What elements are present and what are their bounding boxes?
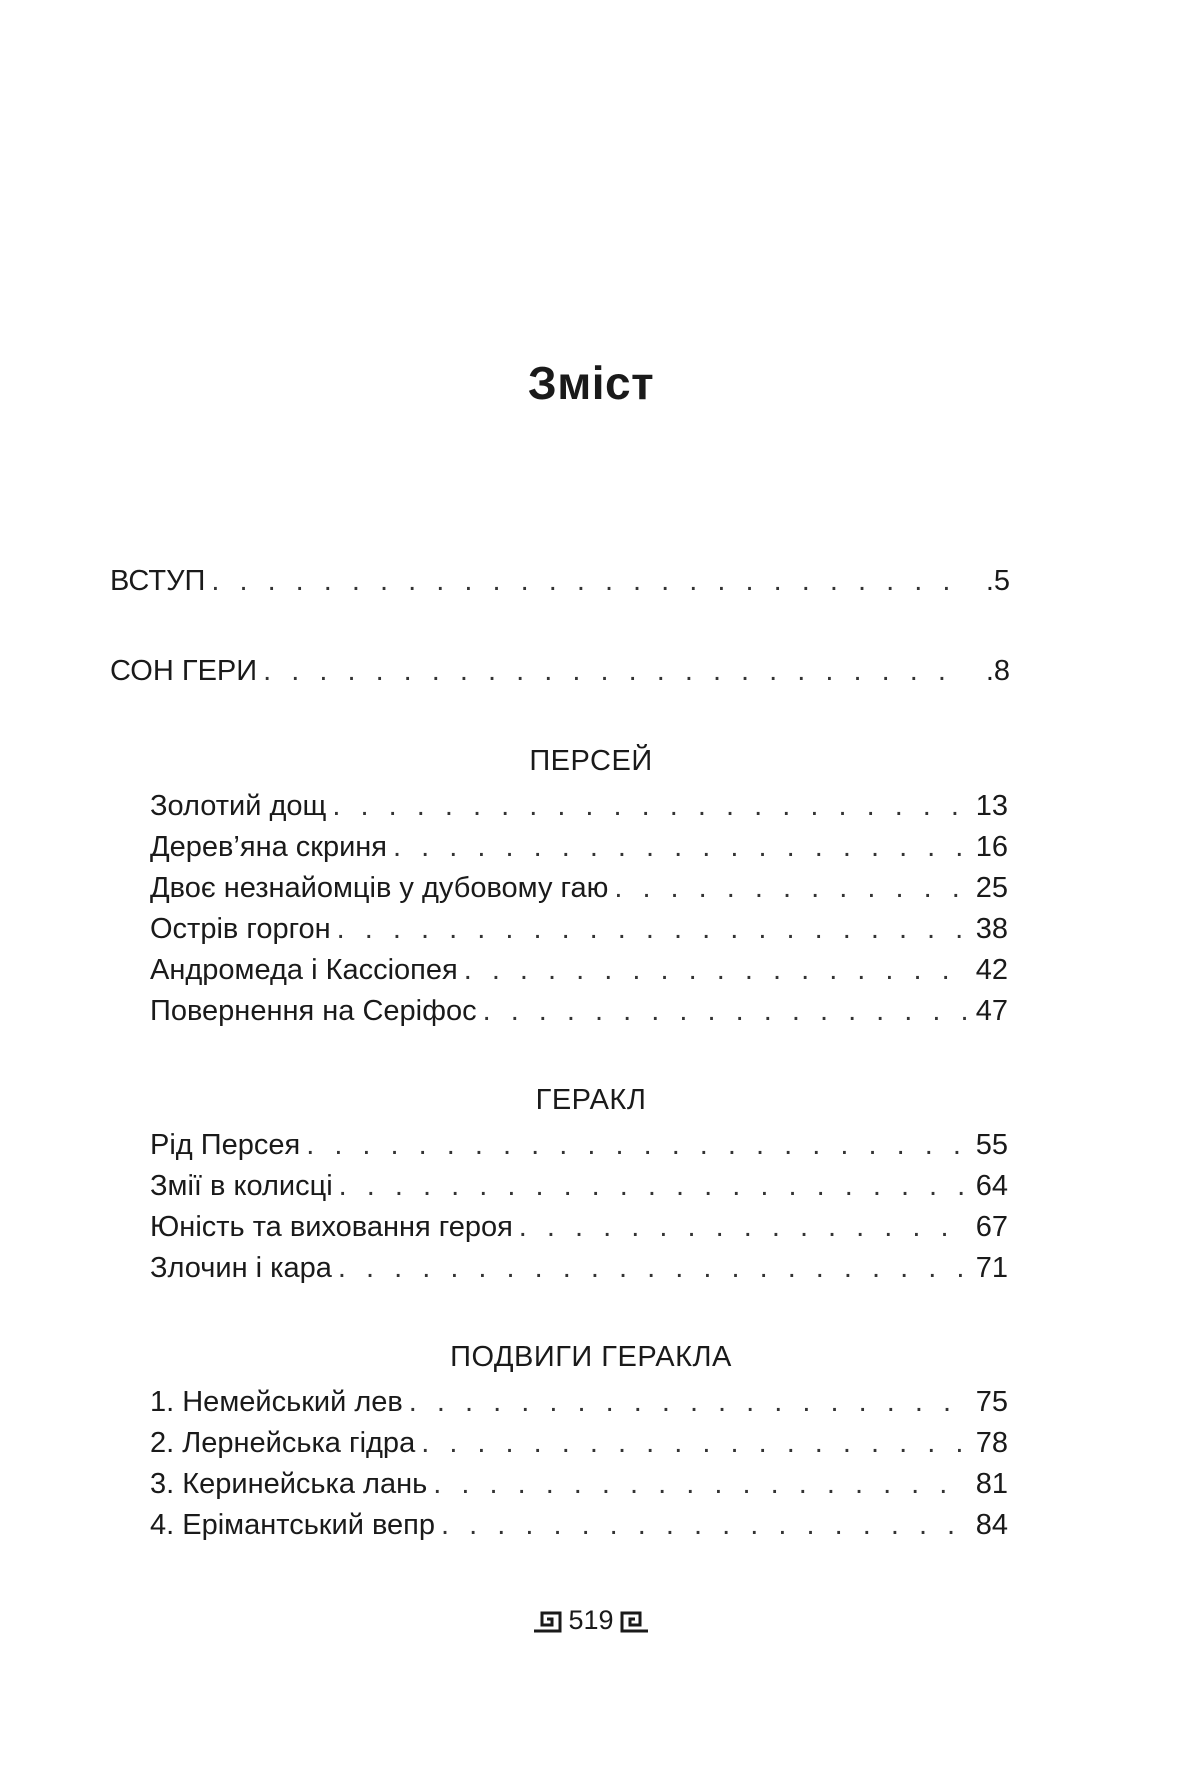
toc-entry[interactable] [150, 870, 1008, 906]
toc-entry-page: 71 [975, 1252, 1008, 1284]
dot-leader [464, 952, 966, 988]
dot-leader [337, 911, 966, 947]
dot-leader [409, 1384, 966, 1420]
toc-entry-page: 47 [975, 995, 1008, 1027]
toc-entry-title: 3. Керинейська лань [150, 1468, 428, 1500]
dot-leader [306, 1127, 966, 1163]
dot-leader [211, 563, 968, 599]
dot-leader [483, 993, 966, 1029]
dot-leader [614, 870, 966, 906]
toc-entry[interactable] [150, 1507, 1008, 1543]
toc-entry-page: .5 [985, 565, 1010, 597]
toc-entry-intro[interactable] [110, 563, 1010, 599]
toc-entry-title: Юність та виховання героя [150, 1211, 513, 1243]
toc-entry-title: 2. Лернейська гідра [150, 1427, 416, 1459]
toc-entry[interactable] [150, 1384, 1008, 1420]
toc-entry[interactable] [150, 1127, 1008, 1163]
toc-entry[interactable] [150, 911, 1008, 947]
toc-entry-title: Двоє незнайомців у дубовому гаю [150, 872, 609, 904]
toc-entry-page: 25 [975, 872, 1008, 904]
toc-entry-page: 16 [975, 831, 1008, 863]
section-heading-perseus: ПЕРСЕЙ [529, 745, 653, 777]
toc-entry-page: 55 [975, 1129, 1008, 1161]
toc-entry-title: 4. Ерімантський вепр [150, 1509, 435, 1541]
toc-entry[interactable] [150, 829, 1008, 865]
toc-entry-title: Злочин і кара [150, 1252, 332, 1284]
toc-entry-title: Острів горгон [150, 913, 331, 945]
toc-entry[interactable] [150, 1209, 1008, 1245]
toc-entry-page: 64 [975, 1170, 1008, 1202]
toc-entry-title: Золотий дощ [150, 790, 327, 822]
toc-entry-title: ВСТУП [110, 565, 206, 597]
toc-entry-title: Рід Персея [150, 1129, 301, 1161]
toc-entry-title: Повернення на Серіфос [150, 995, 477, 1027]
toc-entry[interactable] [150, 1250, 1008, 1286]
dot-leader [339, 1168, 966, 1204]
page-folio [0, 1605, 1182, 1636]
toc-entry[interactable] [150, 1168, 1008, 1204]
toc-entry[interactable] [150, 993, 1008, 1029]
toc-entry-page: 38 [975, 913, 1008, 945]
toc-entry[interactable] [150, 1466, 1008, 1502]
greek-key-icon [620, 1609, 650, 1633]
dot-leader [338, 1250, 966, 1286]
section-heading-heracles: ГЕРАКЛ [535, 1084, 647, 1116]
toc-entry-hera-dream[interactable] [110, 653, 1010, 689]
dot-leader [519, 1209, 966, 1245]
dot-leader [393, 829, 966, 865]
dot-leader [421, 1425, 966, 1461]
toc-entry-page: 42 [975, 954, 1008, 986]
toc-entry-page: 13 [975, 790, 1008, 822]
toc-entry-title: Дерев’яна скриня [150, 831, 388, 863]
toc-entry-title: СОН ГЕРИ [110, 655, 258, 687]
toc-entry-page: 75 [975, 1386, 1008, 1418]
greek-key-icon [532, 1609, 562, 1633]
dot-leader [332, 788, 966, 824]
dot-leader [433, 1466, 966, 1502]
toc-entry-page: .8 [985, 655, 1010, 687]
page-number: 519 [568, 1605, 614, 1635]
toc-entry-title: Змії в колисці [150, 1170, 333, 1202]
toc-entry[interactable] [150, 788, 1008, 824]
toc-entry-page: 81 [975, 1468, 1008, 1500]
dot-leader [263, 653, 968, 689]
toc-entry[interactable] [150, 952, 1008, 988]
section-heading-labours: ПОДВИГИ ГЕРАКЛА [450, 1341, 732, 1373]
toc-entry[interactable] [150, 1425, 1008, 1461]
toc-entry-page: 78 [975, 1427, 1008, 1459]
toc-entry-page: 84 [975, 1509, 1008, 1541]
dot-leader [441, 1507, 966, 1543]
toc-entry-title: Андромеда і Кассіопея [150, 954, 458, 986]
toc-entry-page: 67 [975, 1211, 1008, 1243]
page-title: Зміст [527, 357, 655, 409]
toc-entry-title: 1. Немейський лев [150, 1386, 403, 1418]
